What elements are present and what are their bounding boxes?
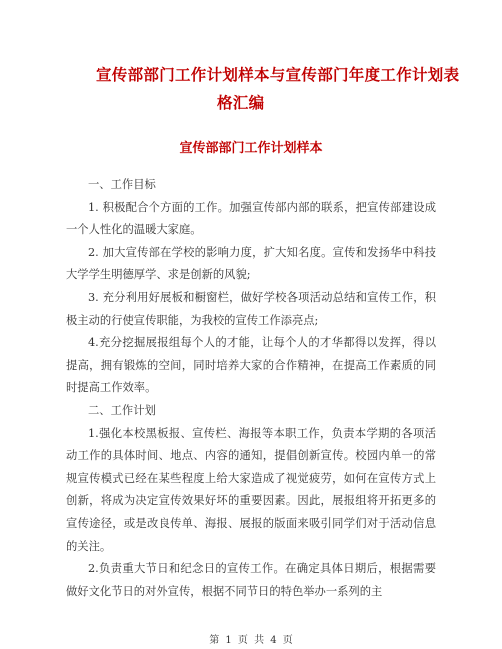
page-footer: 第 1 页 共 4 页 [209, 635, 293, 646]
paragraph-heading-plan: 二、工作计划 [88, 403, 156, 417]
paragraph: 4.充分挖掘展报组每个人的才能，让每个人的才华都得以发挥，得以提高，拥有锻炼的空间，同时培养大家的合作精神，在提高工作素质的同时提高工作效率。 [66, 336, 436, 395]
paragraph: 2. 加大宣传部在学校的影响力度，扩大知名度。宣传和发扬华中科技大学学生明德厚学、求是创新的风貌; [66, 245, 436, 282]
paragraph: 1.强化本校黑板报、宣传栏、海报等本职工作，负责本学期的各项活动工作的具体时间、地点、内容的通知，提倡创新宣传。校园内单一的常规宣传模式已经在某些程度上给大家造成了视觉疲劳，如何在宣传方式上创新，将成为决定宣传效果好坏的重要因素。因此，展报组将开拓更多的宣传途径，或是改良传单、海报、展报的版面来吸引同学们对于活动信息的关注。 [66, 426, 436, 553]
paragraph: 2.负责重大节日和纪念日的宣传工作。在确定具体日期后，根据需要做好文化节日的对外宣传，根据不同节日的特色举办一系列的主 [66, 562, 436, 598]
section-heading: 宣传部部门工作计划样本 [179, 141, 323, 156]
document-title-line-2: 格汇编 [217, 94, 265, 112]
document-body [66, 174, 436, 603]
paragraph-heading-goals: 一、工作目标 [88, 178, 156, 191]
paragraph: 1. 积极配合个方面的工作。加强宣传部内部的联系，把宣传部建设成一个人性化的温暖大家庭。 [66, 200, 436, 237]
document-title-line-1: 宣传部部门工作计划样本与宣传部门年度工作计划表 [96, 66, 460, 84]
paragraph: 3. 充分利用好展板和橱窗栏，做好学校各项活动总结和宣传工作，积极主动的行使宣传职能，为我校的宣传工作添亮点; [66, 290, 436, 327]
document-title [96, 61, 460, 117]
